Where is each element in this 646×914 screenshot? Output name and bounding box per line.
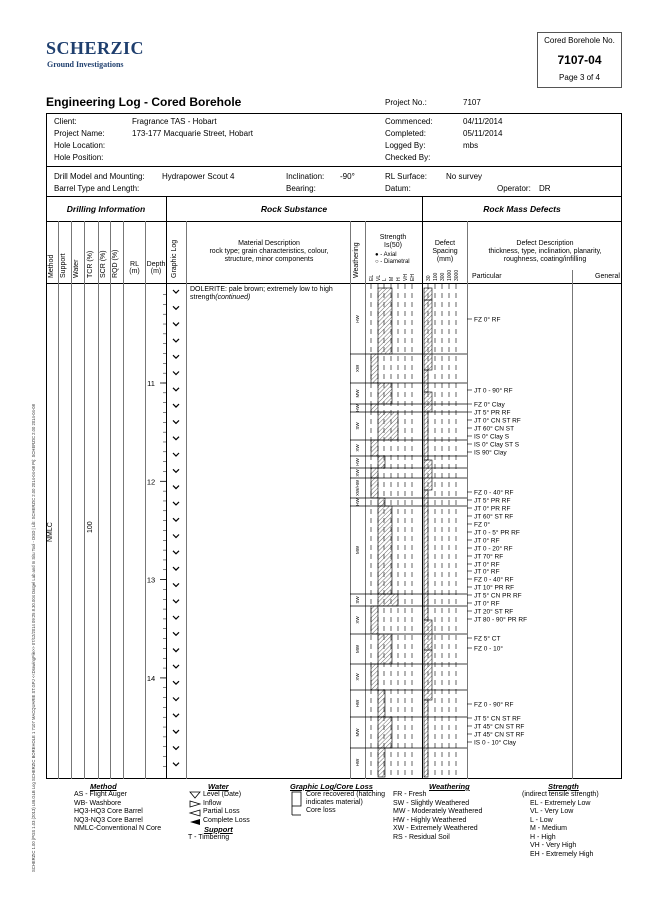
col-rl: RL (m)	[129, 261, 140, 275]
inclination-value: -90°	[340, 172, 355, 181]
legend-strength	[522, 782, 599, 859]
weathering-label: XW	[355, 364, 361, 373]
description-continued: (continued)	[215, 294, 251, 301]
legend-water-item: Complete Loss	[203, 816, 250, 824]
strength-bar	[378, 634, 392, 664]
defect-label: JT 0° PR RF	[474, 505, 511, 513]
spacing-bar	[424, 460, 432, 490]
col-water: Water	[73, 259, 80, 278]
checked-label: Checked By:	[385, 153, 431, 162]
strength-bar	[378, 288, 392, 354]
strength-bar	[371, 440, 378, 456]
legend-method-item: AS - Flight Auger	[74, 791, 127, 798]
weathering-label: XW	[355, 616, 361, 624]
company-subtitle: Ground Investigations	[47, 60, 124, 69]
dolerite-symbol	[173, 453, 179, 456]
weathering-label: SW	[355, 596, 361, 604]
strength-bar	[378, 717, 392, 748]
legend-graphic-item: Core loss	[306, 807, 336, 814]
inflow-icon	[190, 801, 200, 807]
dolerite-symbol	[173, 649, 179, 652]
strength-bar	[371, 468, 378, 478]
strength-bar	[378, 498, 385, 506]
col-defect-title: Defect Description	[516, 240, 574, 247]
weathering-label: HW	[355, 699, 361, 708]
page-title: Engineering Log - Cored Borehole	[46, 95, 242, 109]
legend-strength-item: M - Medium	[530, 825, 567, 832]
core-recovered-icon	[292, 792, 301, 806]
commenced-value: 04/11/2014	[463, 117, 503, 126]
defect-label: FZ 0 - 10°	[474, 645, 503, 653]
defect-label: JT 0 - 90° RF	[474, 387, 513, 395]
weathering-label: MW	[355, 389, 361, 398]
dolerite-symbol	[173, 730, 179, 733]
datum-label: Datum:	[385, 184, 411, 193]
depth-label: 12	[146, 477, 156, 487]
defect-label: FZ 0 - 40° RF	[474, 489, 514, 497]
defect-label: JT 0° RF	[474, 561, 500, 569]
strength-bar	[378, 690, 385, 717]
defect-label: FZ 0 - 90° RF	[474, 701, 514, 709]
rock-mass-defects-heading: Rock Mass Defects	[483, 204, 561, 214]
defect-label: JT 5° CN PR RF	[474, 592, 522, 600]
tcr-value: 100	[87, 521, 94, 533]
strength-bar	[378, 383, 392, 404]
dolerite-symbol	[173, 665, 179, 668]
weathering-label: HW	[355, 758, 361, 767]
hole-location-label: Hole Location:	[54, 141, 106, 150]
weathering-label: HW	[355, 315, 361, 323]
legend-water-title: Water	[208, 782, 229, 791]
weathering-label: MW	[355, 645, 361, 653]
defect-label: FZ 0° Clay	[474, 401, 505, 409]
strength-scale-label: L	[382, 278, 388, 281]
partial-loss-icon	[190, 810, 200, 816]
strength-scale-label: VL	[376, 274, 382, 281]
dolerite-symbol	[173, 437, 179, 440]
borehole-number: 7107-04	[557, 53, 602, 67]
weathering-label: MW	[355, 728, 361, 737]
weathering-label: XW/HW	[355, 480, 361, 496]
legend-water-item: Inflow	[203, 799, 222, 807]
dolerite-symbol	[173, 306, 179, 309]
drill-label: Drill Model and Mounting:	[54, 172, 145, 181]
col-depth: Depth (m)	[146, 261, 166, 275]
logged-value: mbs	[463, 141, 479, 150]
col-rqd: RQD (%)	[112, 249, 119, 278]
col-scr: SCR (%)	[100, 250, 107, 278]
strength-bar	[378, 748, 385, 777]
legend-weathering-item: RS - Residual Soil	[393, 833, 450, 841]
legend-weathering-item: HW - Highly Weathered	[393, 816, 467, 824]
dolerite-symbol	[173, 290, 179, 293]
dolerite-symbol	[173, 583, 179, 586]
legend-strength-item: EL - Extremely Low	[530, 799, 591, 807]
side-file-note: SCHERZIC 1.00 (PGS 1.03 (2013) LIB.GLB Log SCHERZIC BOREHOLE 1 7107 MACQUARIE ST.GPJ <<DrawingFile>> 07/12/2014 09:25 8.30.004 Datgel Lab and In Situ Tool - DGD | Lib: SCHERZIC 2.00 2014-04-08 Prj: SCHERZIC 2.00 2014-04-08	[31, 404, 36, 872]
dolerite-symbol	[173, 355, 179, 358]
legend-strength-sub: (indirect tensile strength)	[522, 791, 599, 798]
strength-bar	[378, 506, 392, 594]
defect-label: JT 5° CN ST RF	[474, 715, 521, 723]
completed-label: Completed:	[385, 129, 426, 138]
legend-water-item: Level (Date)	[203, 791, 242, 798]
water-legend-symbols	[188, 790, 204, 830]
company-logo: SCHERZIC	[46, 38, 145, 58]
legend-strength-item: VL - Very Low	[530, 808, 574, 815]
defect-label: JT 5° PR RF	[474, 497, 511, 505]
dolerite-symbol	[173, 551, 179, 554]
defect-label: FZ 0 - 40° RF	[474, 576, 514, 584]
defect-label: FZ 0°	[474, 521, 490, 529]
col-tcr: TCR (%)	[87, 250, 94, 278]
dolerite-symbol	[173, 600, 179, 603]
legend-support-title: Support	[204, 825, 233, 834]
spacing-bar	[424, 370, 428, 392]
legend-weathering-item: SW - Slightly Weathered	[393, 799, 470, 807]
dolerite-symbol	[173, 616, 179, 619]
col-strength-axial: ● - Axial	[375, 252, 397, 258]
dolerite-symbol	[173, 535, 179, 538]
col-weathering: Weathering	[353, 242, 360, 278]
project-name-label: Project Name:	[54, 129, 105, 138]
defect-label: JT 45° CN ST RF	[474, 731, 525, 739]
logged-label: Logged By:	[385, 141, 426, 150]
weathering-label: HW	[355, 458, 361, 466]
spacing-scale-label: 30	[426, 275, 432, 281]
dolerite-symbol	[173, 388, 179, 391]
strength-bar	[371, 606, 378, 634]
bearing-label: Bearing:	[286, 184, 316, 193]
spacing-bar	[424, 300, 432, 370]
strength-bar	[371, 478, 378, 498]
depth-label: 14	[146, 673, 156, 683]
col-strength-diametral: ○ - Diametral	[375, 259, 410, 265]
weathering-label: XW	[355, 469, 361, 477]
commenced-label: Commenced:	[385, 117, 433, 126]
rl-surface-value: No survey	[446, 172, 483, 181]
col-support: Support	[60, 253, 67, 278]
legend-method-item: WB- Washbore	[74, 799, 122, 807]
dolerite-symbol	[173, 681, 179, 684]
defect-label: JT 0 - 20° RF	[474, 545, 513, 553]
spacing-scale-label: 1000	[447, 269, 453, 281]
graphic-legend-symbols	[290, 791, 304, 821]
legend-weathering	[393, 782, 482, 842]
legend-water-item: Partial Loss	[203, 808, 240, 815]
defect-label: JT 0° CN ST RF	[474, 417, 521, 425]
col-general: General	[595, 273, 620, 280]
defect-label: IS 0° Clay S	[474, 433, 510, 441]
legend-weathering-item: FR - Fresh	[393, 791, 427, 798]
legend-strength-item: EH - Extremely High	[530, 850, 594, 858]
dolerite-symbol	[173, 567, 179, 570]
weathering-label: HW	[355, 404, 361, 412]
strength-scale-label: EH	[410, 274, 416, 281]
weathering-label: SW	[355, 422, 361, 430]
spacing-scale-label: 100	[433, 272, 439, 281]
rl-surface-label: RL Surface:	[385, 172, 427, 181]
defect-label: JT 45° CN ST RF	[474, 723, 525, 731]
legend-strength-title: Strength	[548, 782, 579, 791]
dolerite-symbol	[173, 714, 179, 717]
dolerite-symbol	[173, 469, 179, 472]
depth-label: 11	[147, 379, 155, 388]
legend-strength-item: VH - Very High	[530, 842, 577, 849]
operator-label: Operator:	[497, 184, 531, 193]
inclination-label: Inclination:	[286, 172, 325, 181]
strength-scale-label: VH	[403, 274, 409, 281]
strength-bar	[371, 664, 378, 690]
legend-weathering-item: MW - Moderately Weathered	[393, 808, 483, 815]
defect-label: FZ 0° RF	[474, 316, 501, 324]
legend-weathering-title: Weathering	[429, 782, 470, 791]
dolerite-symbol	[173, 698, 179, 701]
col-material-title: Material Description	[238, 240, 300, 247]
complete-loss-icon	[190, 819, 200, 825]
col-defect-sub: thickness, type, inclination, planarity, roughness, coating/infilling	[488, 248, 602, 263]
defect-label: JT 0 - 5° PR RF	[474, 529, 520, 537]
water-level-icon	[190, 792, 200, 798]
dolerite-symbol	[173, 339, 179, 342]
defect-label: JT 80 - 90° PR RF	[474, 616, 528, 624]
dolerite-symbol	[173, 420, 179, 423]
strength-bar	[378, 594, 398, 606]
weathering-label: HW	[355, 498, 361, 506]
spacing-bar	[424, 412, 428, 460]
col-spacing-title: Defect Spacing (mm)	[432, 240, 458, 263]
col-graphic-log: Graphic Log	[171, 239, 178, 278]
completed-value: 05/11/2014	[463, 129, 503, 138]
barrel-label: Barrel Type and Length:	[54, 184, 140, 193]
col-particular: Particular	[472, 273, 502, 280]
defect-label: JT 5° PR RF	[474, 409, 511, 417]
strength-bar	[378, 412, 398, 440]
strength-bar	[371, 404, 378, 412]
page-indicator: Page 3 of 4	[559, 73, 600, 82]
strength-bar	[371, 354, 378, 383]
legend-graphic	[290, 782, 390, 816]
defect-label: IS 90° Clay	[474, 449, 507, 457]
dolerite-symbol	[173, 404, 179, 407]
defect-label: JT 60° ST RF	[474, 513, 514, 521]
legend-method	[74, 782, 161, 834]
dolerite-symbol	[173, 518, 179, 521]
spacing-bar	[424, 620, 432, 650]
legend-method-item: NQ3-NQ3 Core Barrel	[74, 816, 143, 824]
weathering-label: XW	[355, 673, 361, 681]
legend-support-item: T - Timbering	[188, 834, 230, 841]
strength-scale-label: EL	[369, 274, 375, 281]
client-value: Fragrance TAS - Hobart	[132, 117, 217, 126]
dolerite-symbol	[173, 746, 179, 749]
spacing-bar	[424, 392, 432, 412]
legend-method-item: HQ3-HQ3 Core Barrel	[74, 808, 143, 815]
depth-label: 13	[146, 575, 156, 585]
strength-bar	[378, 456, 385, 468]
legend-method-title: Method	[90, 782, 117, 791]
rock-substance-heading: Rock Substance	[260, 204, 328, 214]
hole-position-label: Hole Position:	[54, 153, 104, 162]
strength-scale-label: H	[396, 277, 402, 281]
description-text: DOLERITE: pale brown; extremely low to high strength	[190, 286, 333, 301]
spacing-bar	[424, 650, 432, 700]
dolerite-symbol	[173, 763, 179, 766]
operator-value: DR	[539, 184, 551, 193]
defect-label: FZ 5° CT	[474, 635, 501, 643]
weathering-label: MW	[355, 546, 361, 554]
project-no-label: Project No.:	[385, 98, 427, 107]
spacing-bar	[424, 700, 428, 777]
col-material-sub: rock type; grain characteristics, colour, structure, minor components	[209, 248, 329, 263]
legend-strength-item: L - Low	[530, 816, 553, 824]
defect-label: JT 10° PR RF	[474, 584, 515, 592]
method-value: NMLC	[47, 522, 54, 542]
drill-value: Hydrapower Scout 4	[162, 172, 235, 181]
defect-label: JT 0° RF	[474, 537, 500, 545]
legend-graphic-item: Core recovered (hatching indicates material)	[306, 791, 385, 806]
defect-label: IS 0° Clay ST S	[474, 441, 520, 449]
defect-label: JT 20° ST RF	[474, 608, 514, 616]
spacing-scale-label: 300	[440, 272, 446, 281]
client-label: Client:	[54, 117, 77, 126]
defect-label: IS 0 - 10° Clay	[474, 739, 516, 747]
legend-graphic-title: Graphic Log/Core Loss	[290, 782, 373, 791]
defect-label: JT 0° RF	[474, 568, 500, 576]
project-name-value: 173-177 Macquarie Street, Hobart	[132, 129, 253, 138]
project-no-value: 7107	[463, 98, 481, 107]
dolerite-symbol	[173, 323, 179, 326]
spacing-bar	[424, 490, 428, 620]
borehole-label: Cored Borehole No.	[544, 36, 615, 45]
defect-label: JT 70° RF	[474, 553, 504, 561]
defect-label: JT 0° RF	[474, 600, 500, 608]
defect-label: JT 60° CN ST	[474, 425, 515, 433]
weathering-label: XW	[355, 444, 361, 452]
strength-scale-label: M	[389, 276, 395, 281]
legend-method-item: NMLC-Conventional N Core	[74, 825, 162, 832]
col-strength-title: Strength Is(50)	[379, 234, 407, 249]
dolerite-symbol	[173, 632, 179, 635]
dolerite-symbol	[173, 502, 179, 505]
dolerite-symbol	[173, 486, 179, 489]
spacing-bar	[424, 288, 432, 300]
spacing-scale-label: 3000	[454, 269, 460, 281]
legend-weathering-item: XW - Extremely Weathered	[393, 825, 478, 832]
col-method: Method	[48, 254, 55, 278]
drilling-info-heading: Drilling Information	[66, 204, 146, 214]
dolerite-symbol	[173, 372, 179, 375]
legend-strength-item: H - High	[530, 833, 556, 841]
